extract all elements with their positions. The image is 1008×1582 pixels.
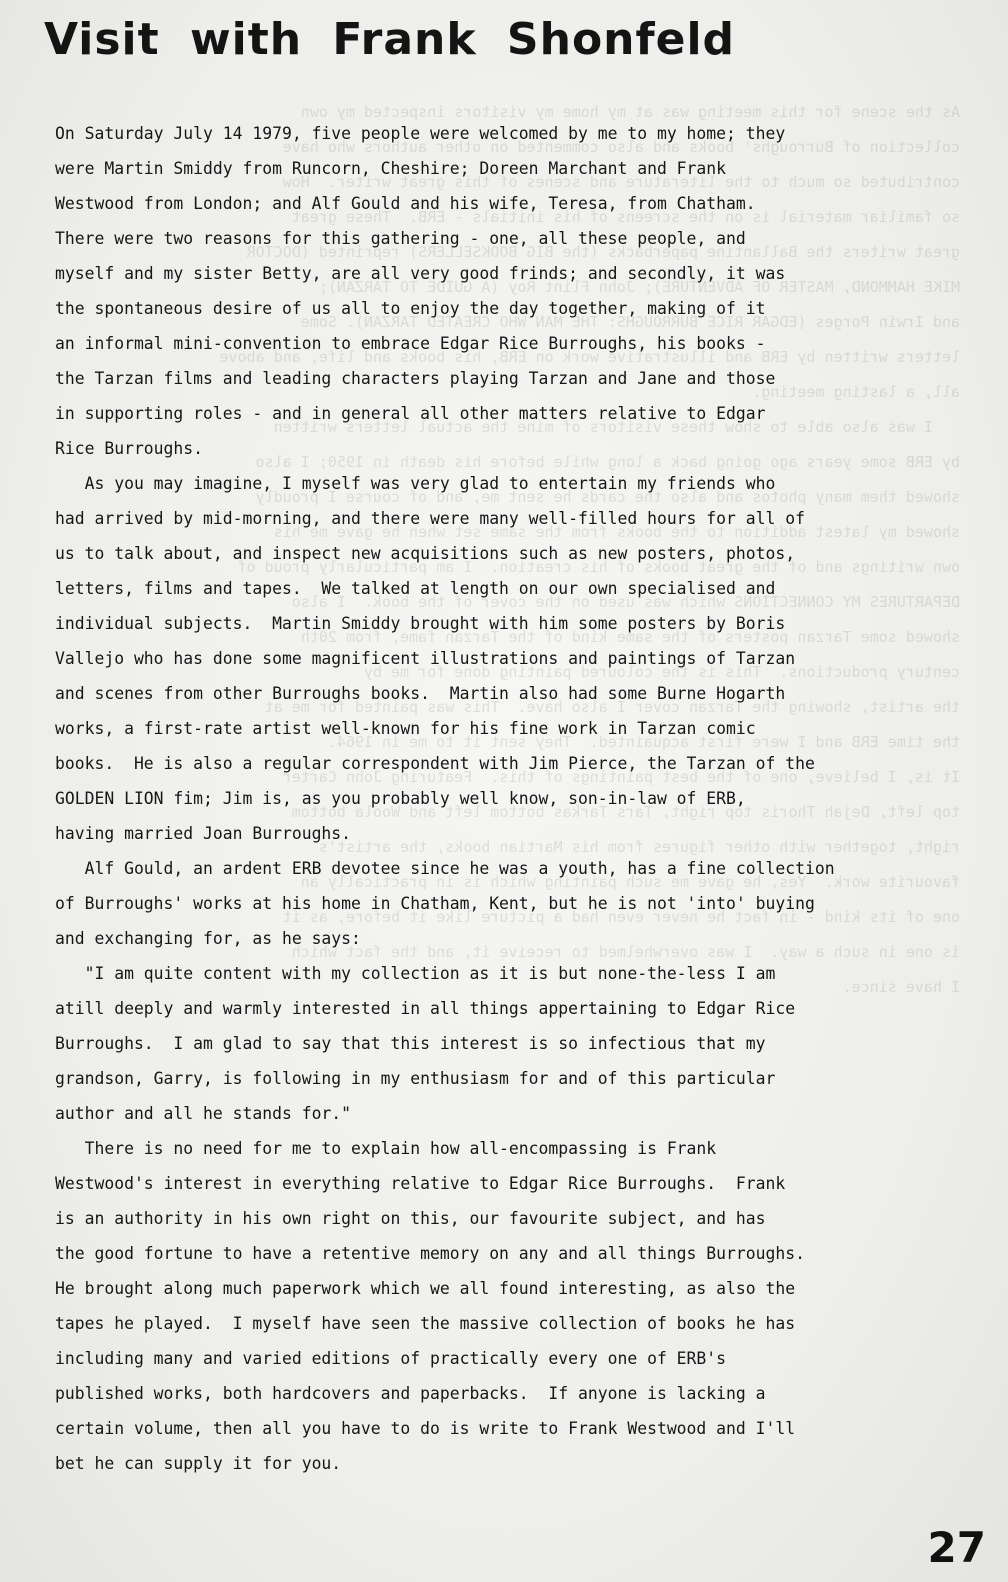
paragraph-alf-gould: Alf Gould, an ardent ERB devotee since he was a youth, has a fine collection of Burroughs' works at his home in Chatham, Kent, but he is not 'into' buying and exchanging for, as he says: xyxy=(55,859,835,948)
page-number: 27 xyxy=(927,1523,986,1572)
paragraph-alf-gould-quote: "I am quite content with my collection as it is but none-the-less I am atill deeply and warmly interested in all things appertaining to Edgar Rice Burroughs. I am glad to say that this interest is so infectious that my grandson, Garry, is following in my enthusiasm for and of this particular author and all he stands for." xyxy=(55,964,796,1123)
article-body xyxy=(55,116,985,1481)
paragraph-martin-smiddy: As you may imagine, I myself was very glad to entertain my friends who had arrived by mid-morning, and there were many well-filled hours for all of us to talk about, and inspect new acquisitions such as new posters, photos, letters, films and tapes. We talked at length on our own specialised and individual subjects. Martin Smiddy brought with him some posters by Boris Vallejo who has done some magnificent illustrations and paintings of Tarzan and scenes from other Burroughs books. Martin also had some Burne Hogarth works, a first-rate artist well-known for his fine work in Tarzan comic books. He is also a regular correspondent with Jim Pierce, the Tarzan of the GOLDEN LION fim; Jim is, as you probably well know, son-in-law of ERB, having married Joan Burroughs. xyxy=(55,474,815,843)
show-through-texture: As the scene for this meeting was at my home my visitors inspected my own collection of Burroughs' books and also commented on other authors who have contributed so much to the literature and scenes of this great writer. How so familiar material is on the screens of his initials - ERB. These great great writers the Ballantine paperbacks (the BIG BOOKSELLERS) reprinted (DOCTOR MIKE HAMMOND, MASTER OF ADVENTURE); John Flint Roy (A GUIDE TO TARZAN); and Irwin Porges (EDGAR RICE BURROUGHS: THE MAN WHO CREATED TARZAN). Some letters written by ERB and illustrative work on ERB, his books and life, and above all, a lasting meeting. I was also able to show these visitors of mine the actual letters written by ERB some years ago going back a long while before his death in 1950; I also showed them many photos and also the cards he sent me, and of course I proudly showed my latest addition to the books from the same set when he gave me his own writings and of the great books of his creation. I am particularly proud of DEPARTURES MY CONNECTIONS which was used on the cover of the book. I also showed some Tarzan posters of the same kind of the Tarzan fame, from 20th century productions. This is the coloured painting done for me by the artist, showing the Tarzan cover I also have. This was painted for me at the time ERB and I were first acquainted. They sent it to me in 1964. It is, I believe, one of the best paintings of this. Featuring John Carter top left, Dejah Thoris top right, Tars Tarkas bottom left and Woola bottom right, together with other figures from his Martian books, the artist's favourite work. Yes, he gave me such painting which is in practically an one of its kind - in fact he never even had a picture like it before, as it is one in such a way. I was overwhelmed to receive it, and the fact which I have since. xyxy=(219,103,960,996)
paragraph-frank-westwood: There is no need for me to explain how all-encompassing is Frank Westwood's interest in everything relative to Edgar Rice Burroughs. Frank is an authority in his own right on this, our favourite subject, and has the good fortune to have a retentive memory on any and all things Burroughs. He brought along much paperwork which we all found interesting, as also the tapes he played. I myself have seen the massive collection of books he has including many and varied editions of practically every one of ERB's published works, both hardcovers and paperbacks. If anyone is lacking a certain volume, then all you have to do is write to Frank Westwood and I'll bet he can supply it for you. xyxy=(55,1139,805,1473)
paragraph-gathering: On Saturday July 14 1979, five people were welcomed by me to my home; they were Martin Smiddy from Runcorn, Cheshire; Doreen Marchant and Frank Westwood from London; and Alf Gould and his wife, Teresa, from Chatham. There were two reasons for this gathering - one, all these people, and myself and my sister Betty, are all very good frinds; and secondly, it was the spontaneous desire of us all to enjoy the day together, making of it an informal mini-convention to embrace Edgar Rice Burroughs, his books - the Tarzan films and leading characters playing Tarzan and Jane and those in supporting roles - and in general all other matters relative to Edgar Rice Burroughs. xyxy=(55,124,786,458)
article-title: Visit with Frank Shonfeld xyxy=(44,14,736,65)
